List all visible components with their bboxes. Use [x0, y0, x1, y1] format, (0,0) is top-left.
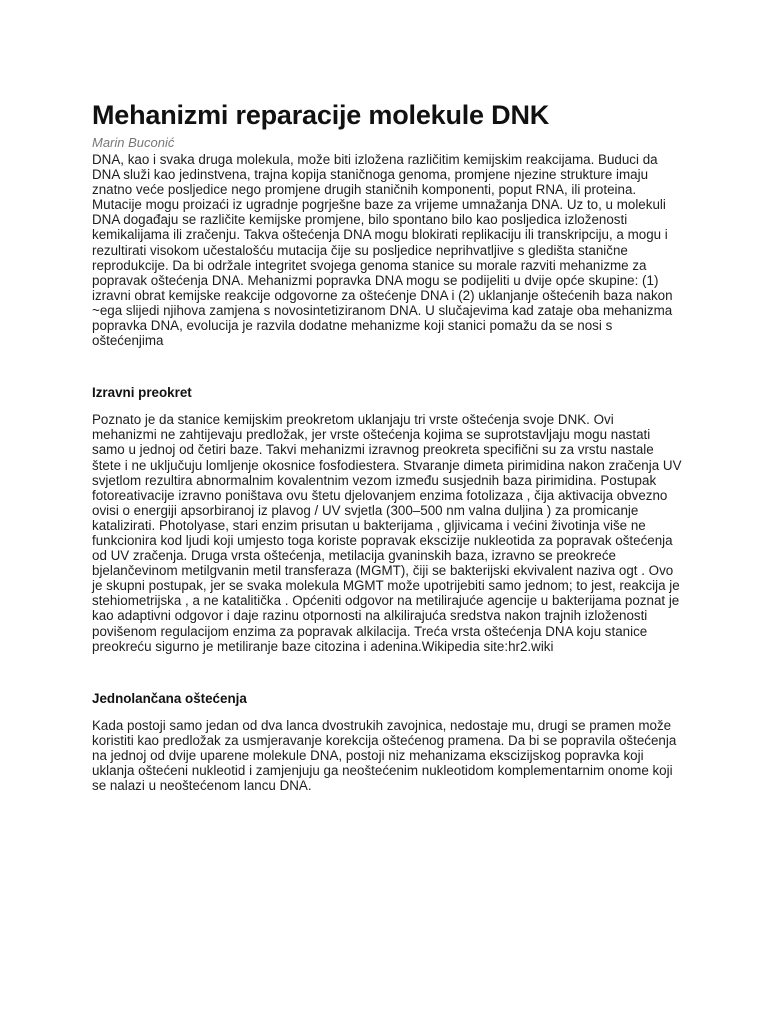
- intro-paragraph: DNA, kao i svaka druga molekula, može biti izložena različitim kemijskim reakcijama. Buduci da DNA služi kao jedinstvena, trajna kopija staničnoga genoma, promjene njezine strukture imaju znatno veće posljedice nego promjene drugih staničnih komponenti, poput RNA, ili proteina. Mutacije mogu proizaći iz ugradnje pogrješne baze za vrijeme umnažanja DNA. Uz to, u molekuli DNA događaju se različite kemijske promjene, bilo spontano bilo kao posljedica izloženosti kemikalijama ili zračenju. Takva oštećenja DNA mogu blokirati replikaciju ili transkripciju, a mogu i rezultirati visokom učestalošću mutacija čije su posljedice neprihvatljive s gledišta stanične reprodukcije. Da bi održale integritet svojega genoma stanice su morale razviti mehanizme za popravak oštećenja DNA. Mehanizmi popravka DNA mogu se podijeliti u dvije opće skupine: (1) izravni obrat kemijske reakcije odgovorne za oštećenje DNA i (2) uklanjanje oštećenih baza nakon ~ega slijedi njihova zamjena s novosintetiziranom DNA. U slučajevima kad zataje oba mehanizma popravka DNA, evolucija je razvila dodatne mehanizme koji stanici pomažu da se nosi s oštećenjima: [92, 152, 673, 349]
- section-heading-jednolancana-ostecenja: Jednolančana oštećenja: [92, 690, 247, 706]
- section-body-izravni-preokret: Poznato je da stanice kemijskim preokretom uklanjaju tri vrste oštećenja svoje DNK. Ovi mehanizmi ne zahtijevaju predložak, jer vrste oštećenja kojima se suprotstavljaju mogu nastati samo u jednoj od četiri baze. Takvi mehanizmi izravnog preokreta specifični su za vrstu nastale štete i ne uključuju lomljenje okosnice fosfodiestera. Stvaranje dimeta pirimidina nakon zračenja UV svjetlom rezultira abnormalnim kovalentnim vezom između susjednih baza pirimidina. Postupak fotoreativacije izravno poništava ovu štetu djelovanjem enzima fotolizaza , čija aktivacija obvezno ovisi o energiji apsorbiranoj iz plavog / UV svjetla (300–500 nm valna duljina ) za promicanje katalizirati. Photolyase, stari enzim prisutan u bakterijama , gljivicama i većini životinja više ne funkcionira kod ljudi koji umjesto toga koriste popravak ekscizije nukleotida za popravak oštećenja od UV zračenja. Druga vrsta oštećenja, metilacija gvaninskih baza, izravno se preokreće bjelančevinom metilgvanin metil transferaza (MGMT), čiji se bakterijski ekvivalent naziva ogt . Ovo je skupni postupak, jer se svaka molekula MGMT može upotrijebiti samo jednom; to jest, reakcija je stehiometrijska , a ne katalitička . Općeniti odgovor na metilirajuće agencije u bakterijama poznat je kao adaptivni odgovor i daje razinu otpornosti na alkilirajuća sredstva nakon trajnih izloženosti povišenom regulacijom enzima za popravak alkilacija. Treća vrsta oštećenja DNA koju stanice preokreću sigurno je metiliranje baze citozina i adenina.Wikipedia site:hr2.wiki: [92, 412, 682, 654]
- document-page: [92, 98, 682, 793]
- section-heading-izravni-preokret: Izravni preokret: [92, 385, 192, 401]
- section-body-jednolancana-ostecenja: Kada postoji samo jedan od dva lanca dvostrukih zavojnica, nedostaje mu, drugi se pramen može koristiti kao predložak za usmjeravanje korekcija oštećenog pramena. Da bi se popravila oštećenja na jednoj od dvije uparene molekule DNA, postoji niz mehanizama ekscizijskog popravka koji uklanja oštećeni nukleotid i zamjenjuju ga neoštećenim nukleotidom komplementarnim onome koji se nalazi u neoštećenom lancu DNA.: [92, 717, 677, 794]
- author-name: Marin Buconić: [92, 135, 175, 150]
- document-title: Mehanizmi reparacije molekule DNK: [92, 100, 550, 130]
